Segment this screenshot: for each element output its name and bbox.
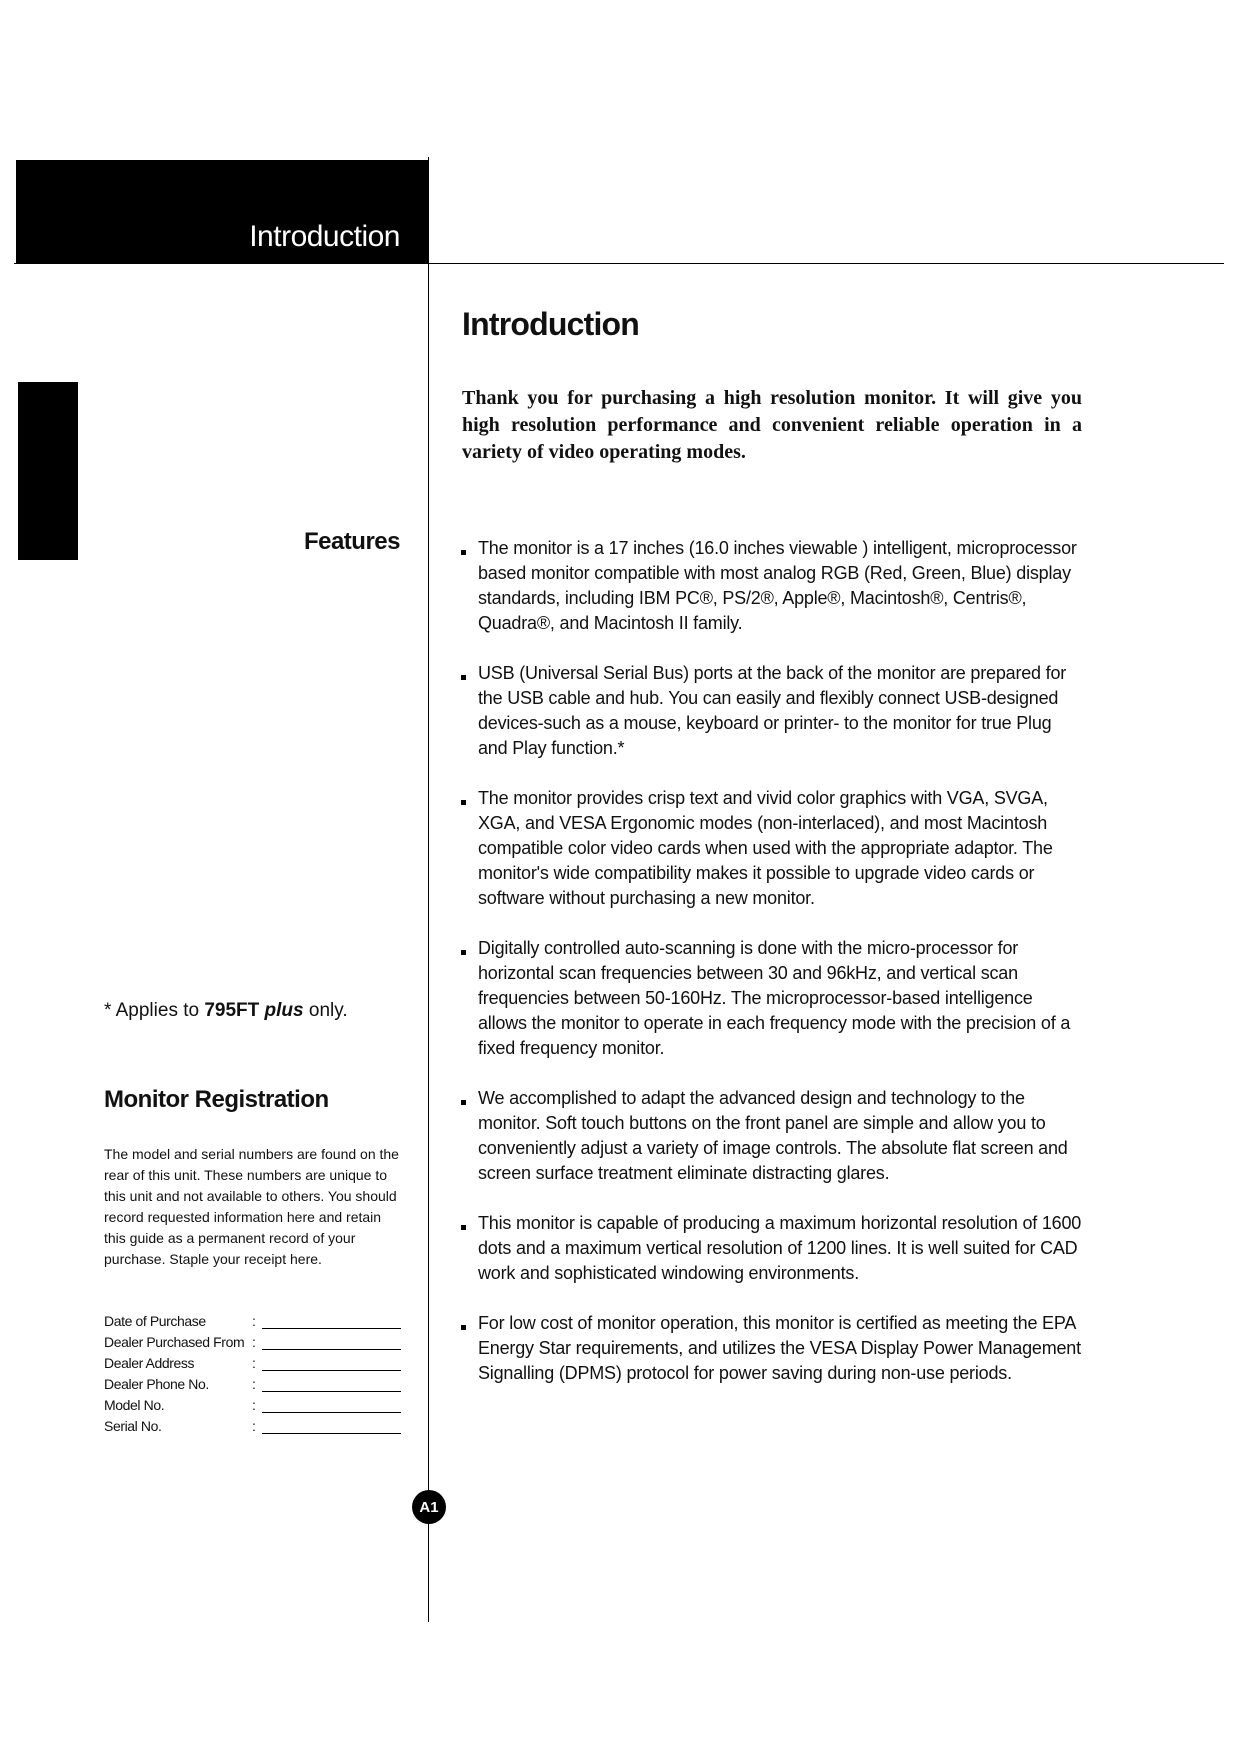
features-list bbox=[460, 536, 1085, 1411]
form-colon: : bbox=[252, 1418, 256, 1434]
feature-item bbox=[460, 936, 1085, 1061]
form-colon: : bbox=[252, 1376, 256, 1392]
feature-text: This monitor is capable of producing a maximum horizontal resolution of 1600 dots and a maximum vertical resolution of 1200 lines. It is well suited for CAD work and sophisticated windowing environments. bbox=[478, 1213, 1082, 1283]
feature-item bbox=[460, 1086, 1085, 1186]
note-prefix: * Applies to bbox=[104, 1000, 205, 1021]
form-label: Date of Purchase bbox=[104, 1313, 206, 1329]
form-blank-line bbox=[262, 1370, 401, 1371]
note-suffix: only. bbox=[303, 1000, 348, 1021]
feature-text: Digitally controlled auto-scanning is done with the micro-processor for horizontal scan frequencies between 30 and 96kHz, and vertical scan frequencies between 50-160Hz. The microprocessor-based intelligence allows the monitor to operate in each frequency mode with the precision of a fixed frequency monitor. bbox=[478, 938, 1071, 1058]
feature-item bbox=[460, 1211, 1085, 1286]
bullet-icon bbox=[461, 950, 466, 955]
feature-item bbox=[460, 536, 1085, 636]
feature-text: The monitor is a 17 inches (16.0 inches viewable ) intelligent, microprocessor based monitor compatible with most analog RGB (Red, Green, Blue) display standards, including IBM PC®, PS/2®, Apple®, Macintosh®, Centris®, Quadra®, and Macintosh II family. bbox=[478, 538, 1077, 633]
form-colon: : bbox=[252, 1334, 256, 1350]
bullet-icon bbox=[461, 1325, 466, 1330]
feature-text: USB (Universal Serial Bus) ports at the back of the monitor are prepared for the USB cable and hub. You can easily and flexibly connect USB-designed devices-such as a mouse, keyboard or printer- to the monitor for true Plug and Play function.* bbox=[478, 663, 1067, 758]
form-row-model-no bbox=[104, 1395, 401, 1416]
form-label: Dealer Phone No. bbox=[104, 1376, 209, 1392]
bullet-icon bbox=[461, 800, 466, 805]
features-heading: Features bbox=[303, 528, 400, 555]
form-blank-line bbox=[262, 1412, 401, 1413]
form-colon: : bbox=[252, 1397, 256, 1413]
registration-text: The model and serial numbers are found on the rear of this unit. These numbers are unique to this unit and not available to others. You should record requested information here and retain this guide as a permanent record of your purchase. Staple your receipt here. bbox=[104, 1146, 399, 1267]
form-blank-line bbox=[262, 1391, 401, 1392]
form-blank-line bbox=[262, 1328, 401, 1329]
section-header-title: Introduction bbox=[249, 220, 400, 253]
form-blank-line bbox=[262, 1433, 401, 1434]
registration-form bbox=[104, 1311, 401, 1437]
bullet-icon bbox=[461, 1100, 466, 1105]
page-title: Introduction bbox=[462, 306, 640, 342]
side-tab-marker bbox=[18, 382, 78, 560]
form-row-dealer-address bbox=[104, 1353, 401, 1374]
feature-item bbox=[460, 661, 1085, 761]
note-model: 795FT bbox=[204, 1000, 260, 1021]
form-blank-line bbox=[262, 1349, 401, 1350]
applies-note bbox=[104, 1000, 348, 1022]
lead-paragraph: Thank you for purchasing a high resolution monitor. It will give you high resolution performance and convenient reliable operation in a variety of video operating modes. bbox=[462, 387, 1082, 463]
form-label: Serial No. bbox=[104, 1418, 162, 1434]
column-divider bbox=[428, 157, 429, 1622]
bullet-icon bbox=[461, 1225, 466, 1230]
page-number-badge bbox=[412, 1490, 446, 1524]
feature-text: We accomplished to adapt the advanced design and technology to the monitor. Soft touch buttons on the front panel are simple and allow you to conveniently adjust a variety of image controls. The absolute flat screen and screen surface treatment eliminate distracting glares. bbox=[478, 1088, 1068, 1183]
registration-heading: Monitor Registration bbox=[104, 1086, 329, 1113]
form-label: Dealer Purchased From bbox=[104, 1334, 245, 1350]
form-row-dealer-purchased-from bbox=[104, 1332, 401, 1353]
form-colon: : bbox=[252, 1313, 256, 1329]
form-colon: : bbox=[252, 1355, 256, 1371]
note-variant: plus bbox=[264, 1000, 304, 1021]
form-row-date-of-purchase bbox=[104, 1311, 401, 1332]
feature-item bbox=[460, 1311, 1085, 1386]
feature-text: The monitor provides crisp text and vivid color graphics with VGA, SVGA, XGA, and VESA Ergonomic modes (non-interlaced), and most Macintosh compatible color video cards when used with the appropriate adaptor. The monitor's wide compatibility makes it possible to upgrade video cards or software without purchasing a new monitor. bbox=[478, 788, 1053, 908]
bullet-icon bbox=[461, 675, 466, 680]
form-label: Model No. bbox=[104, 1397, 165, 1413]
feature-text: For low cost of monitor operation, this monitor is certified as meeting the EPA Energy Star requirements, and utilizes the VESA Display Power Management Signalling (DPMS) protocol for power saving during non-use periods. bbox=[478, 1313, 1081, 1383]
page-number: A1 bbox=[419, 1498, 439, 1516]
feature-item bbox=[460, 786, 1085, 911]
form-row-dealer-phone bbox=[104, 1374, 401, 1395]
form-label: Dealer Address bbox=[104, 1355, 195, 1371]
section-header-bar bbox=[16, 160, 428, 264]
form-row-serial-no bbox=[104, 1416, 401, 1437]
bullet-icon bbox=[461, 550, 466, 555]
header-divider bbox=[14, 263, 1224, 264]
